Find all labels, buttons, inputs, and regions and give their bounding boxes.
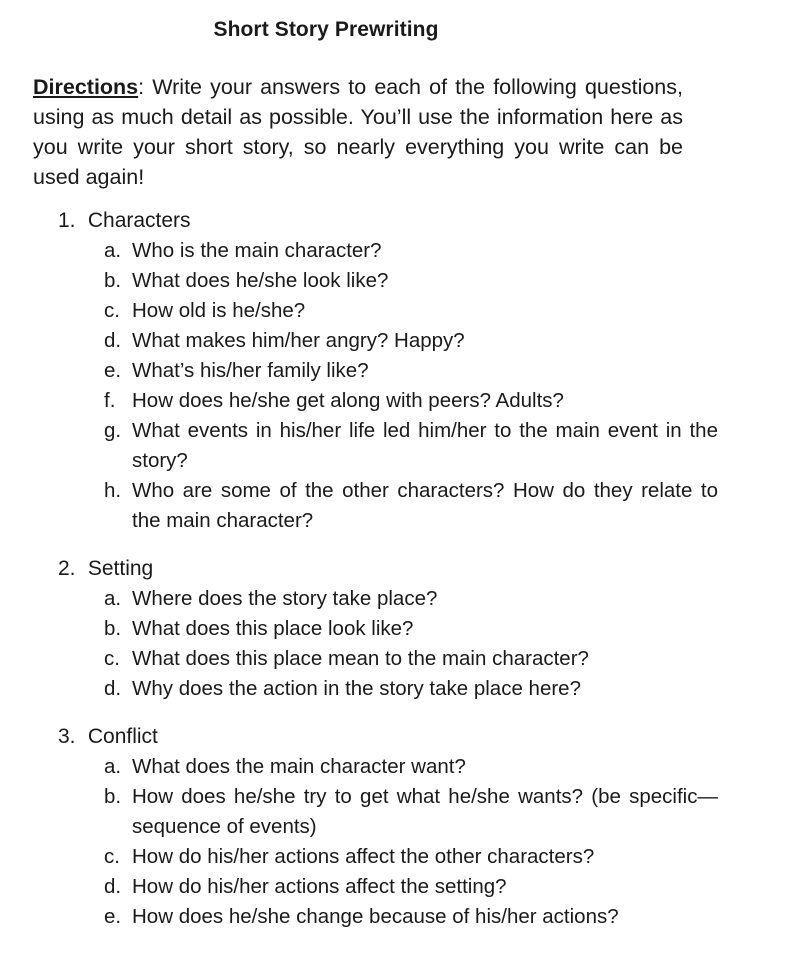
section-heading	[58, 722, 718, 752]
directions-label: Directions	[33, 75, 139, 99]
item-letter: a.	[104, 755, 122, 778]
item-letter: d.	[104, 677, 122, 700]
item-letter: c.	[104, 647, 120, 670]
question-sections	[58, 206, 718, 950]
item-letter: c.	[104, 299, 120, 322]
item-letter: a.	[104, 239, 122, 262]
list-item	[58, 236, 718, 266]
list-item	[58, 476, 718, 536]
list-item	[58, 356, 718, 386]
section-heading	[58, 554, 718, 584]
item-text: How old is he/she?	[132, 299, 306, 322]
item-text: Where does the story take place?	[132, 587, 438, 610]
directions-paragraph	[33, 72, 683, 192]
section-title: Setting	[87, 557, 154, 580]
item-letter: g.	[104, 419, 122, 442]
section-title: Conflict	[87, 725, 158, 748]
item-letter: b.	[104, 269, 122, 292]
list-item	[58, 386, 718, 416]
item-text: Who are some of the other characters? How do they relate to the main character?	[132, 479, 718, 532]
list-item	[58, 326, 718, 356]
item-text: How does he/she get along with peers? Adults?	[132, 389, 564, 412]
section-heading	[58, 206, 718, 236]
question-list	[58, 584, 718, 704]
item-text: What’s his/her family like?	[132, 359, 369, 382]
item-text: What does this place look like?	[132, 617, 414, 640]
item-text: Why does the action in the story take place here?	[132, 677, 581, 700]
item-letter: d.	[104, 329, 122, 352]
list-item	[58, 644, 718, 674]
question-list	[58, 752, 718, 932]
document-title: Short Story Prewriting	[213, 18, 439, 41]
section-characters	[58, 206, 718, 536]
item-text: What events in his/her life led him/her to the main event in the story?	[132, 419, 718, 472]
item-text: What makes him/her angry? Happy?	[132, 329, 465, 352]
item-letter: h.	[104, 479, 122, 502]
directions-text: : Write your answers to each of the following questions, using as much detail as possible. You’ll use the information here as you write your short story, so nearly everything you write can be used again!	[33, 75, 683, 189]
item-letter: b.	[104, 785, 122, 808]
item-text: What does this place mean to the main character?	[132, 647, 589, 670]
section-conflict	[58, 722, 718, 932]
item-letter: a.	[104, 587, 122, 610]
list-item	[58, 842, 718, 872]
list-item	[58, 902, 718, 932]
item-text: How does he/she try to get what he/she wants? (be specific—sequence of events)	[132, 785, 718, 838]
list-item	[58, 674, 718, 704]
item-letter: e.	[104, 359, 122, 382]
section-title: Characters	[87, 209, 191, 232]
item-text: What does he/she look like?	[132, 269, 389, 292]
list-item	[58, 296, 718, 326]
item-letter: f.	[104, 389, 116, 412]
item-letter: e.	[104, 905, 122, 928]
item-text: How do his/her actions affect the other characters?	[132, 845, 595, 868]
item-text: Who is the main character?	[132, 239, 382, 262]
question-list	[58, 236, 718, 536]
section-number: 1.	[58, 209, 76, 232]
item-letter: d.	[104, 875, 122, 898]
section-setting	[58, 554, 718, 704]
item-text: How does he/she change because of his/her actions?	[132, 905, 619, 928]
item-text: How do his/her actions affect the setting?	[132, 875, 507, 898]
item-letter: b.	[104, 617, 122, 640]
list-item	[58, 614, 718, 644]
list-item	[58, 416, 718, 476]
item-letter: c.	[104, 845, 120, 868]
list-item	[58, 752, 718, 782]
list-item	[58, 872, 718, 902]
section-number: 3.	[58, 725, 76, 748]
list-item	[58, 266, 718, 296]
list-item	[58, 782, 718, 842]
list-item	[58, 584, 718, 614]
section-number: 2.	[58, 557, 76, 580]
item-text: What does the main character want?	[132, 755, 466, 778]
